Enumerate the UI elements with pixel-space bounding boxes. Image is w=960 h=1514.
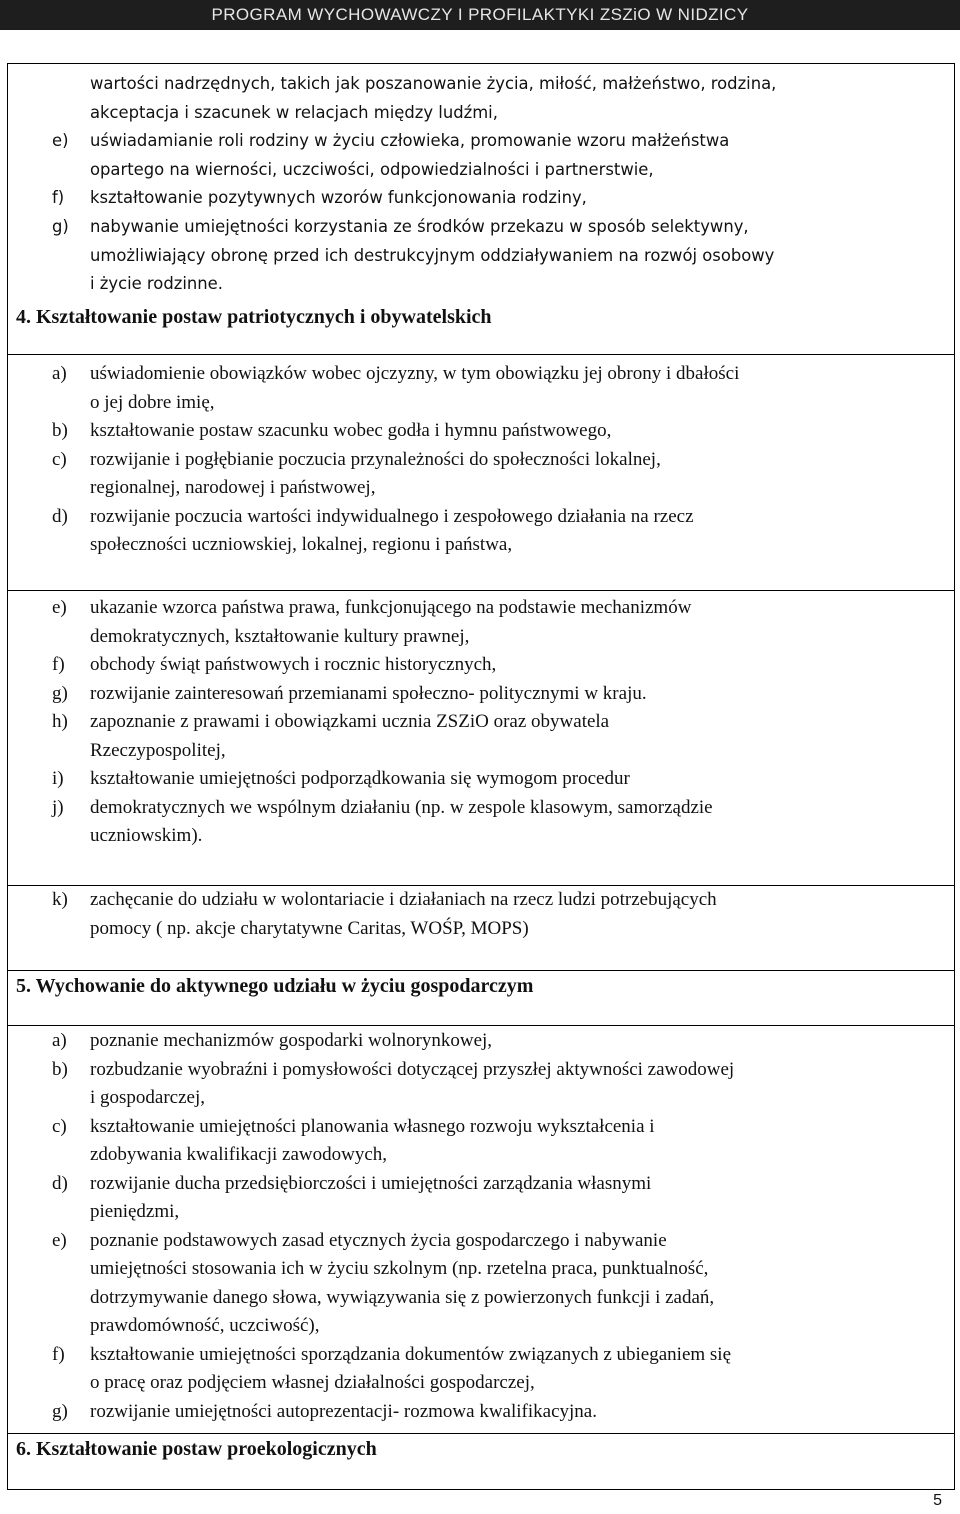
list-item-text: poznanie mechanizmów gospodarki wolnorynkowej, xyxy=(90,1030,493,1051)
list-item-text: zdobywania kwalifikacji zawodowych, xyxy=(90,1144,388,1165)
list-item-text: demokratycznych, kształtowanie kultury prawnej, xyxy=(90,625,470,647)
list-item-line xyxy=(8,1198,954,1227)
list-item-text: opartego na wierności, uczciwości, odpowiedzialności i partnerstwie, xyxy=(90,159,654,179)
list-item-text: uświadomienie obowiązków wobec ojczyzny, w tym obowiązku jej obrony i dbałości xyxy=(90,363,740,384)
list-item-text: pomocy ( np. akcje charytatywne Caritas, WOŚP, MOPS) xyxy=(90,917,529,939)
list-item-text: społeczności uczniowskiej, lokalnej, regionu i państwa, xyxy=(90,534,513,555)
page-number: 5 xyxy=(933,1492,942,1509)
list-item-text: rozwijanie umiejętności autoprezentacji- rozmowa kwalifikacyjna. xyxy=(90,1400,597,1422)
list-item-text: rozwijanie zainteresowań przemianami społeczno- politycznymi w kraju. xyxy=(90,682,647,704)
list-item-line xyxy=(8,886,954,915)
table-divider xyxy=(8,590,954,591)
list-item-label: c) xyxy=(52,1115,67,1137)
list-item-line xyxy=(8,1312,954,1341)
list-item-line xyxy=(8,1056,954,1085)
list-item-label: b) xyxy=(52,420,68,441)
list-item-line xyxy=(8,623,954,652)
list-item-text: i gospodarczej, xyxy=(90,1087,206,1108)
table-divider xyxy=(8,354,954,355)
list-item-text: akceptacja i szacunek w relacjach między ludźmi, xyxy=(90,102,498,122)
section4-heading: 4. Kształtowanie postaw patriotycznych i obywatelskich xyxy=(16,306,492,328)
list-item-text: prawdomówność, uczciwość), xyxy=(90,1315,320,1336)
list-item-text: wartości nadrzędnych, takich jak poszanowanie życia, miłość, małżeństwo, rodzina, xyxy=(90,74,777,93)
list-item-text: rozbudzanie wyobraźni i pomysłowości dotyczącej przyszłej aktywności zawodowej xyxy=(90,1058,735,1080)
section6-heading: 6. Kształtowanie postaw proekologicznych xyxy=(16,1438,377,1460)
list-item-line xyxy=(8,270,954,299)
list-item-line xyxy=(8,822,954,851)
list-item-label: j) xyxy=(52,796,64,818)
list-item-label: b) xyxy=(52,1058,68,1080)
list-item-line xyxy=(8,360,954,389)
list-item-label: a) xyxy=(52,1030,67,1051)
list-item-line xyxy=(8,651,954,680)
list-item-label: a) xyxy=(52,363,67,384)
section3-continuation xyxy=(8,70,954,299)
table-divider xyxy=(8,1025,954,1026)
list-item-line xyxy=(8,708,954,737)
list-item-text: rozwijanie i pogłębianie poczucia przynależności do społeczności lokalnej, xyxy=(90,448,661,470)
list-item-line xyxy=(8,680,954,709)
list-item-line xyxy=(8,594,954,623)
list-item-line xyxy=(8,1227,954,1256)
list-item-label: k) xyxy=(52,889,68,910)
list-item-line xyxy=(8,765,954,794)
list-item-line xyxy=(8,1141,954,1170)
list-item-label: e) xyxy=(52,597,67,618)
list-item-text: nabywanie umiejętności korzystania ze środków przekazu w sposób selektywny, xyxy=(90,216,749,236)
list-item-text: uczniowskim). xyxy=(90,825,203,846)
list-item-label: f) xyxy=(52,1343,65,1365)
section4-list-a xyxy=(8,360,954,560)
list-item-line xyxy=(8,156,954,185)
section5-heading: 5. Wychowanie do aktywnego udziału w życiu gospodarczym xyxy=(16,975,534,997)
list-item-text: demokratycznych we wspólnym działaniu (np. w zespole klasowym, samorządzie xyxy=(90,796,713,818)
list-item-line xyxy=(8,1398,954,1427)
list-item-text: poznanie podstawowych zasad etycznych życia gospodarczego i nabywanie xyxy=(90,1229,667,1251)
list-item-text: uświadamianie roli rodziny w życiu człowieka, promowanie wzoru małżeństwa xyxy=(90,131,730,151)
list-item-line xyxy=(8,184,954,213)
list-item-line xyxy=(8,446,954,475)
section4-list-b xyxy=(8,594,954,851)
list-item-line xyxy=(8,1027,954,1056)
list-item-text: i życie rodzinne. xyxy=(90,274,223,294)
list-item-text: zachęcanie do udziału w wolontariacie i działaniach na rzecz ludzi potrzebujących xyxy=(90,889,717,910)
list-item-line xyxy=(8,1113,954,1142)
list-item-text: pieniędzmi, xyxy=(90,1201,180,1222)
list-item-text: rozwijanie ducha przedsiębiorczości i umiejętności zarządzania własnymi xyxy=(90,1172,652,1194)
list-item-text: rozwijanie poczucia wartości indywidualnego i zespołowego działania na rzecz xyxy=(90,505,694,527)
list-item-label: e) xyxy=(52,131,69,151)
list-item-label: g) xyxy=(52,216,69,236)
list-item-line xyxy=(8,503,954,532)
table-divider xyxy=(8,1433,954,1434)
list-item-text: zapoznanie z prawami i obowiązkami ucznia ZSZiO oraz obywatela xyxy=(90,711,610,732)
list-item-text: regionalnej, narodowej i państwowej, xyxy=(90,477,376,498)
list-item-line xyxy=(8,417,954,446)
list-item-line xyxy=(8,1369,954,1398)
list-item-text: kształtowanie postaw szacunku wobec godła i hymnu państwowego, xyxy=(90,420,612,441)
list-item-text: Rzeczypospolitej, xyxy=(90,739,226,761)
list-item-line xyxy=(8,737,954,766)
list-item-line xyxy=(8,794,954,823)
list-item-line xyxy=(8,127,954,156)
list-item-label: g) xyxy=(52,1400,68,1422)
list-item-label: g) xyxy=(52,682,68,704)
list-item-line xyxy=(8,1255,954,1284)
list-item-text: kształtowanie umiejętności podporządkowania się wymogom procedur xyxy=(90,768,630,789)
list-item-text: dotrzymywanie danego słowa, wywiązywania się z powierzonych funkcji i zadań, xyxy=(90,1286,715,1308)
list-item-label: h) xyxy=(52,711,68,732)
list-item-text: kształtowanie umiejętności sporządzania dokumentów związanych z ubieganiem się xyxy=(90,1343,732,1365)
list-item-label: d) xyxy=(52,505,68,527)
list-item-line xyxy=(8,1284,954,1313)
list-item-label: d) xyxy=(52,1172,68,1194)
table-divider xyxy=(8,970,954,971)
list-item-line xyxy=(8,531,954,560)
list-item-text: o jej dobre imię, xyxy=(90,391,215,413)
list-item-text: o pracę oraz podjęciem własnej działalności gospodarczej, xyxy=(90,1372,535,1393)
list-item-line xyxy=(8,1084,954,1113)
list-item-text: umożliwiający obronę przed ich destrukcyjnym oddziaływaniem na rozwój osobowy xyxy=(90,245,775,265)
list-item-line xyxy=(8,242,954,271)
list-item-label: f) xyxy=(52,654,65,675)
page-header: PROGRAM WYCHOWAWCZY I PROFILAKTYKI ZSZiO W NIDZICY xyxy=(0,0,960,30)
list-item-text: umiejętności stosowania ich w życiu szkolnym (np. rzetelna praca, punktualność, xyxy=(90,1258,709,1279)
list-item-line xyxy=(8,389,954,418)
list-item-label: f) xyxy=(52,188,65,208)
list-item-label: i) xyxy=(52,768,64,789)
section4-list-c xyxy=(8,886,954,943)
list-item-line xyxy=(8,70,954,99)
list-item-line xyxy=(8,915,954,944)
list-item-text: kształtowanie pozytywnych wzorów funkcjonowania rodziny, xyxy=(90,188,587,208)
list-item-text: kształtowanie umiejętności planowania własnego rozwoju wykształcenia i xyxy=(90,1115,655,1137)
list-item-text: obchody świąt państwowych i rocznic historycznych, xyxy=(90,654,497,675)
list-item-line xyxy=(8,213,954,242)
list-item-line xyxy=(8,1341,954,1370)
section5-list xyxy=(8,1027,954,1426)
list-item-line xyxy=(8,1170,954,1199)
list-item-line xyxy=(8,474,954,503)
list-item-label: e) xyxy=(52,1229,67,1251)
list-item-text: ukazanie wzorca państwa prawa, funkcjonującego na podstawie mechanizmów xyxy=(90,597,692,618)
document-table xyxy=(7,63,955,1490)
list-item-line xyxy=(8,99,954,128)
list-item-label: c) xyxy=(52,448,67,470)
